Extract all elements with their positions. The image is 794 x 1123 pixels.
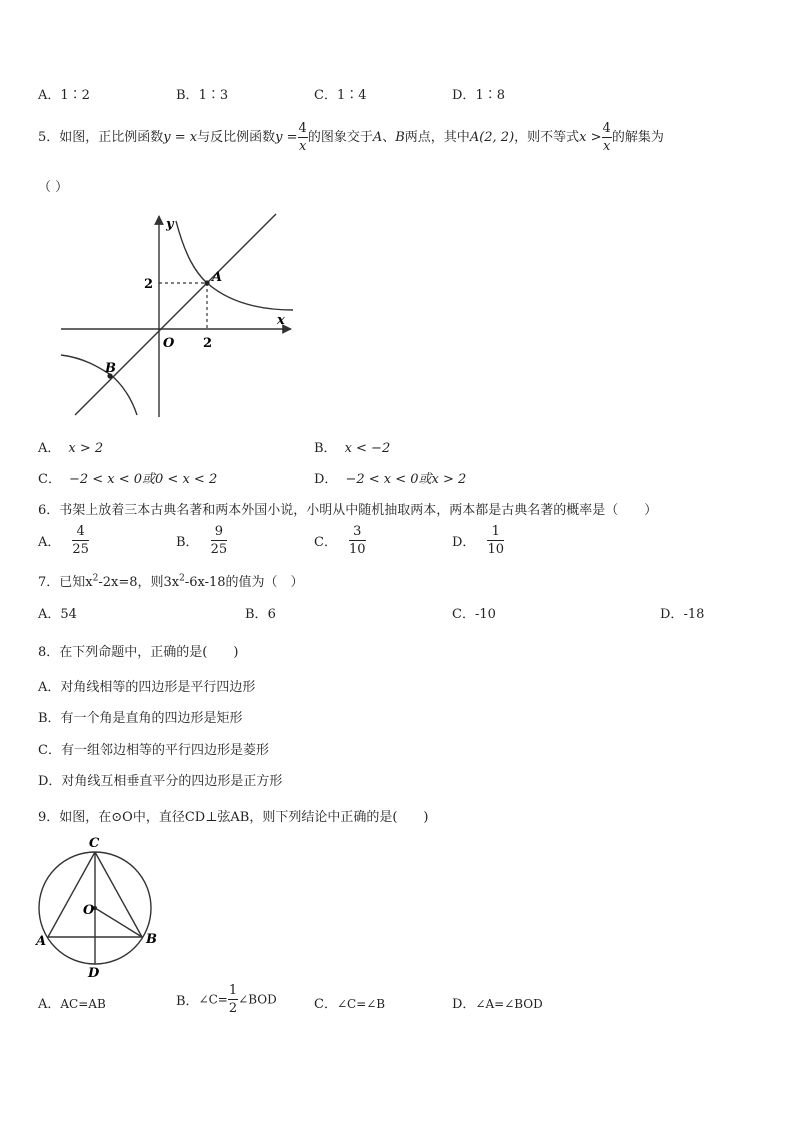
label-c: C — [89, 836, 100, 851]
label-d: D — [88, 966, 100, 981]
fraction: $\frac{3}{10}$ — [348, 524, 366, 557]
q8-option-d: D．对角线互相垂直平分的四边形是正方形 — [38, 774, 283, 789]
option-letter: A． — [38, 441, 61, 456]
q9-option-d — [452, 993, 543, 1012]
q7-option-b — [245, 603, 276, 622]
option-text: 6 — [267, 607, 276, 622]
label-b: B — [146, 932, 157, 947]
stem-text: ，则不等式 — [514, 130, 580, 145]
option-text: x > 2 — [68, 441, 104, 456]
q6-option-d — [452, 525, 504, 556]
line-y-equals-x — [75, 214, 276, 415]
option-letter: C． — [38, 472, 61, 487]
stem-text: 的图象交于 — [307, 130, 373, 145]
stem-text: 的解集为 — [611, 130, 664, 145]
option-text: 1∶2 — [60, 88, 90, 103]
point-a-label: A — [212, 270, 223, 285]
q5-answer-paren: （ ） — [38, 180, 69, 195]
q5-stem — [38, 120, 664, 156]
q8-option-b: B．有一个角是直角的四边形是矩形 — [38, 711, 243, 726]
equation: y = x — [163, 130, 198, 145]
option-text: -10 — [474, 607, 496, 622]
option-letter: A． — [38, 88, 61, 103]
point-a-dot — [204, 280, 209, 285]
option-text: -18 — [683, 607, 705, 622]
q7-option-d — [660, 603, 704, 622]
fraction: $\frac{9}{25}$ — [210, 524, 228, 557]
q7-option-c — [452, 603, 496, 622]
segment-cb — [95, 852, 142, 937]
point-label: B — [395, 130, 405, 145]
segment-ob — [95, 908, 142, 937]
q8-option-c: C．有一组邻边相等的平行四边形是菱形 — [38, 743, 269, 758]
circle-figure — [32, 833, 167, 981]
fraction: $\frac{1}{2}$ — [228, 983, 238, 1016]
option-letter: C． — [314, 535, 337, 550]
option-letter: A． — [38, 607, 61, 622]
option-letter: B． — [245, 607, 268, 622]
q8-option-a: A．对角线相等的四边形是平行四边形 — [38, 680, 256, 695]
option-letter: D． — [314, 472, 338, 487]
option-letter: C． — [314, 88, 337, 103]
stem-text: 7．已知x — [38, 575, 93, 590]
stem-text: -2x=8，则3x — [98, 575, 180, 590]
y-tick-2: 2 — [144, 277, 154, 292]
q5-option-d — [314, 468, 466, 487]
option-text: ∠A=∠BOD — [475, 997, 543, 1011]
q9-option-a — [38, 993, 106, 1012]
q5-option-b — [314, 437, 390, 456]
option-text: 1∶3 — [198, 88, 229, 103]
q9-stem: 9．如图，在⊙O中，直径CD⊥弦AB，则下列结论中正确的是( ) — [38, 810, 429, 825]
option-letter: A． — [38, 997, 61, 1012]
option-letter: D． — [452, 997, 476, 1012]
q6-stem: 6．书架上放着三本古典名著和两本外国小说，小明从中随机抽取两本，两本都是古典名著的概率是（ ） — [38, 503, 658, 518]
exponent: 2 — [179, 573, 185, 584]
y-axis-label: y — [166, 217, 174, 232]
label-o: O — [83, 903, 95, 918]
option-letter: D． — [660, 607, 684, 622]
option-text: ∠C= — [198, 992, 228, 1007]
q5-option-a — [38, 437, 103, 456]
x-tick-2: 2 — [203, 336, 213, 351]
point-b-label: B — [105, 361, 116, 376]
fraction: $\frac{4}{x}$ — [298, 121, 307, 154]
q6-option-b — [176, 525, 227, 556]
stem-text: 如图，正比例函数 — [59, 130, 164, 145]
option-text: x < −2 — [344, 441, 391, 456]
option-letter: D． — [452, 88, 476, 103]
stem-text: 与反比例函数 — [197, 130, 276, 145]
option-letter: B． — [314, 441, 337, 456]
q7-stem — [38, 571, 304, 590]
q9-option-c — [314, 993, 385, 1012]
fraction: $\frac{4}{25}$ — [72, 524, 89, 557]
option-letter: B． — [176, 88, 199, 103]
q6-option-a — [38, 525, 89, 556]
q5-option-c — [38, 468, 217, 487]
segment-ac — [48, 852, 95, 937]
label-a: A — [36, 934, 47, 949]
exponent: 2 — [92, 573, 99, 584]
q9-option-b — [176, 984, 277, 1015]
option-letter: C． — [452, 607, 475, 622]
option-letter: D． — [452, 535, 476, 550]
fraction: $\frac{1}{10}$ — [487, 524, 504, 557]
option-letter: C． — [314, 997, 337, 1012]
option-text: −2 < x < 0或0 < x < 2 — [68, 472, 218, 487]
q6-option-c — [314, 525, 366, 556]
point-label: A — [372, 130, 383, 145]
point-coordinates: A(2, 2) — [469, 130, 515, 145]
option-text: 54 — [60, 607, 77, 622]
option-text: AC=AB — [60, 997, 106, 1011]
stem-text: 两点，其中 — [404, 130, 470, 145]
stem-text: 、 — [382, 130, 396, 145]
option-text: ∠C=∠B — [336, 997, 386, 1011]
option-letter: A． — [38, 535, 61, 550]
q4-option-c — [314, 84, 367, 103]
equation: y = — [275, 130, 298, 145]
fraction: $\frac{4}{x}$ — [602, 121, 611, 154]
option-letter: B． — [176, 994, 199, 1009]
q4-option-a — [38, 84, 90, 103]
option-text: 1∶4 — [336, 88, 367, 103]
origin-label: O — [163, 336, 175, 351]
option-letter: B． — [176, 535, 199, 550]
inequality: x > — [579, 130, 602, 145]
q4-option-b — [176, 84, 228, 103]
q8-stem: 8．在下列命题中，正确的是( ) — [38, 645, 239, 660]
question-number: 5． — [38, 130, 60, 145]
q7-option-a — [38, 603, 77, 622]
option-text: ∠BOD — [238, 992, 277, 1007]
option-text: 1∶8 — [475, 88, 505, 103]
function-graph — [55, 210, 305, 422]
stem-text: -6x-18的值为（ ） — [184, 575, 304, 590]
option-text: −2 < x < 0或x > 2 — [345, 472, 467, 487]
q4-option-d — [452, 84, 505, 103]
x-axis-label: x — [277, 313, 285, 328]
